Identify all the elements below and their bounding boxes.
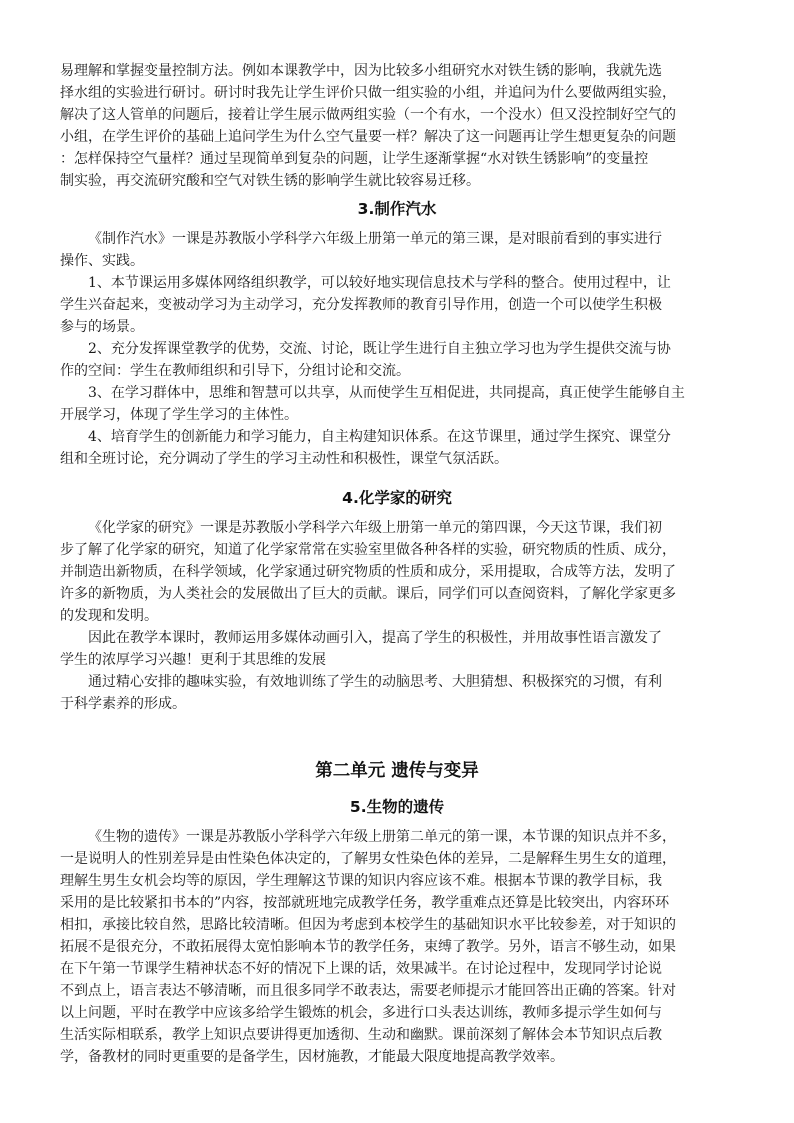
text-line: 学，备教材的同时更重要的是备学生，因材施教，才能最大限度地提高教学效率。: [60, 1049, 564, 1065]
section-3-heading: 3.制作汽水: [357, 200, 437, 218]
text-line: 制实验，再交流研究酸和空气对铁生锈的影响学生就比较容易迁移。: [60, 173, 480, 189]
text-line: 作的空间：学生在教师组织和引导下，分组讨论和交流。: [60, 363, 410, 379]
text-line: 小组，在学生评价的基础上追问学生为什么空气量要一样？解决了这一问题再让学生想更复杂的问题: [60, 129, 676, 145]
text-line: 在下午第一节课学生精神状态不好的情况下上课的话，效果减半。在讨论过程中，发现同学讨论说: [60, 961, 662, 977]
text-line: 1、本节课运用多媒体网络组织教学，可以较好地实现信息技术与学科的整合。使用过程中，让: [88, 275, 671, 291]
text-line: 许多的新物质，为人类社会的发展做出了巨大的贡献。课后，同学们可以查阅资料，了解化学家更多: [60, 586, 676, 602]
text-line: 组和全班讨论，充分调动了学生的学习主动性和积极性，课堂气氛活跃。: [60, 451, 508, 467]
text-line: 的发现和发明。: [60, 608, 158, 624]
text-line: 生活实际相联系，教学上知识点要讲得更加透彻、生动和幽默。课前深刻了解体会本节知识点后教: [60, 1027, 662, 1043]
text-line: 理解生男生女机会均等的原因，学生理解这节课的知识内容应该不难。根据本节课的教学目标，我: [60, 873, 662, 889]
section-5-heading: 5.生物的遗传: [349, 798, 445, 816]
text-line: 相扣，承接比较自然，思路比较清晰。但因为考虑到本校学生的基础知识水平比较参差，对于知识的: [60, 917, 676, 933]
text-line: ：怎样保持空气量样？通过呈现简单到复杂的问题，让学生逐渐掌握“水对铁生锈影响”的变量控: [60, 151, 649, 167]
text-line: 参与的场景。: [60, 319, 144, 335]
text-line: 3、在学习群体中，思维和智慧可以共享，从而使学生互相促进，共同提高，真正使学生能够自主: [88, 385, 685, 401]
text-line: 《生物的遗传》一课是苏教版小学科学六年级上册第二单元的第一课，本节课的知识点并不多，: [88, 829, 676, 845]
text-line: 《化学家的研究》一课是苏教版小学科学六年级上册第一单元的第四课，今天这节课，我们初: [88, 520, 662, 536]
text-line: 操作、实践。: [60, 253, 144, 269]
text-line: 开展学习，体现了学生学习的主体性。: [60, 407, 298, 423]
section-4-heading: 4.化学家的研究: [342, 489, 452, 507]
section-4-body: [60, 517, 744, 715]
text-line: 2、充分发挥课堂教学的优势，交流、讨论，既让学生进行自主独立学习也为学生提供交流与协: [88, 341, 671, 357]
intro-paragraph: [60, 60, 744, 192]
text-line: 不到点上，语言表达不够清晰，而且很多同学不敢表达，需要老师提示才能回答出正确的答案。针对: [60, 983, 676, 999]
text-line: 通过精心安排的趣味实验，有效地训练了学生的动脑思考、大胆猜想、积极探究的习惯，有利: [88, 674, 662, 690]
text-line: 学生的浓厚学习兴趣！更利于其思维的发展: [60, 652, 326, 668]
text-line: 4、培育学生的创新能力和学习能力，自主构建知识体系。在这节课里，通过学生探究、课堂分: [88, 429, 671, 445]
section-3-body: [60, 228, 744, 470]
text-line: 并制造出新物质，在科学领域，化学家通过研究物质的性质和成分，采用提取，合成等方法，发明了: [60, 564, 676, 580]
text-line: 一是说明人的性别差异是由性染色体决定的，了解男女性染色体的差异，二是解释生男生女的道理，: [60, 851, 676, 867]
text-line: 易理解和掌握变量控制方法。例如本课教学中，因为比较多小组研究水对铁生锈的影响，我就先选: [60, 63, 662, 79]
text-line: 择水组的实验进行研讨。研讨时我先让学生评价只做一组实验的小组，并追问为什么要做两组实验，: [60, 85, 676, 101]
text-line: 《制作汽水》一课是苏教版小学科学六年级上册第一单元的第三课，是对眼前看到的事实进行: [88, 231, 662, 247]
text-line: 解决了这人管单的问题后，接着让学生展示做两组实验（一个有水，一个没水）但又没控制好空气的: [60, 107, 676, 123]
text-line: 于科学素养的形成。: [60, 696, 186, 712]
text-line: 拓展不是很充分，不敢拓展得太宽怕影响本节的教学任务，束缚了教学。另外，语言不够生动，如果: [60, 939, 676, 955]
text-line: 以上问题，平时在教学中应该多给学生锻炼的机会，多进行口头表达训练，教师多提示学生如何与: [60, 1005, 662, 1021]
unit-2-heading: 第二单元 遗传与变异: [315, 761, 479, 781]
text-line: 采用的是比较紧扣书本的”内容，按部就班地完成教学任务，教学重难点还算是比较突出，内容环环: [60, 895, 670, 911]
text-line: 因此在教学本课时，教师运用多媒体动画引入，提高了学生的积极性，并用故事性语言激发了: [88, 630, 662, 646]
text-line: 步了解了化学家的研究，知道了化学家常常在实验室里做各种各样的实验，研究物质的性质、成分，: [60, 542, 676, 558]
section-5-body: [60, 826, 744, 1068]
text-line: 学生兴奋起来，变被动学习为主动学习，充分发挥教师的教育引导作用，创造一个可以使学生积极: [60, 297, 662, 313]
